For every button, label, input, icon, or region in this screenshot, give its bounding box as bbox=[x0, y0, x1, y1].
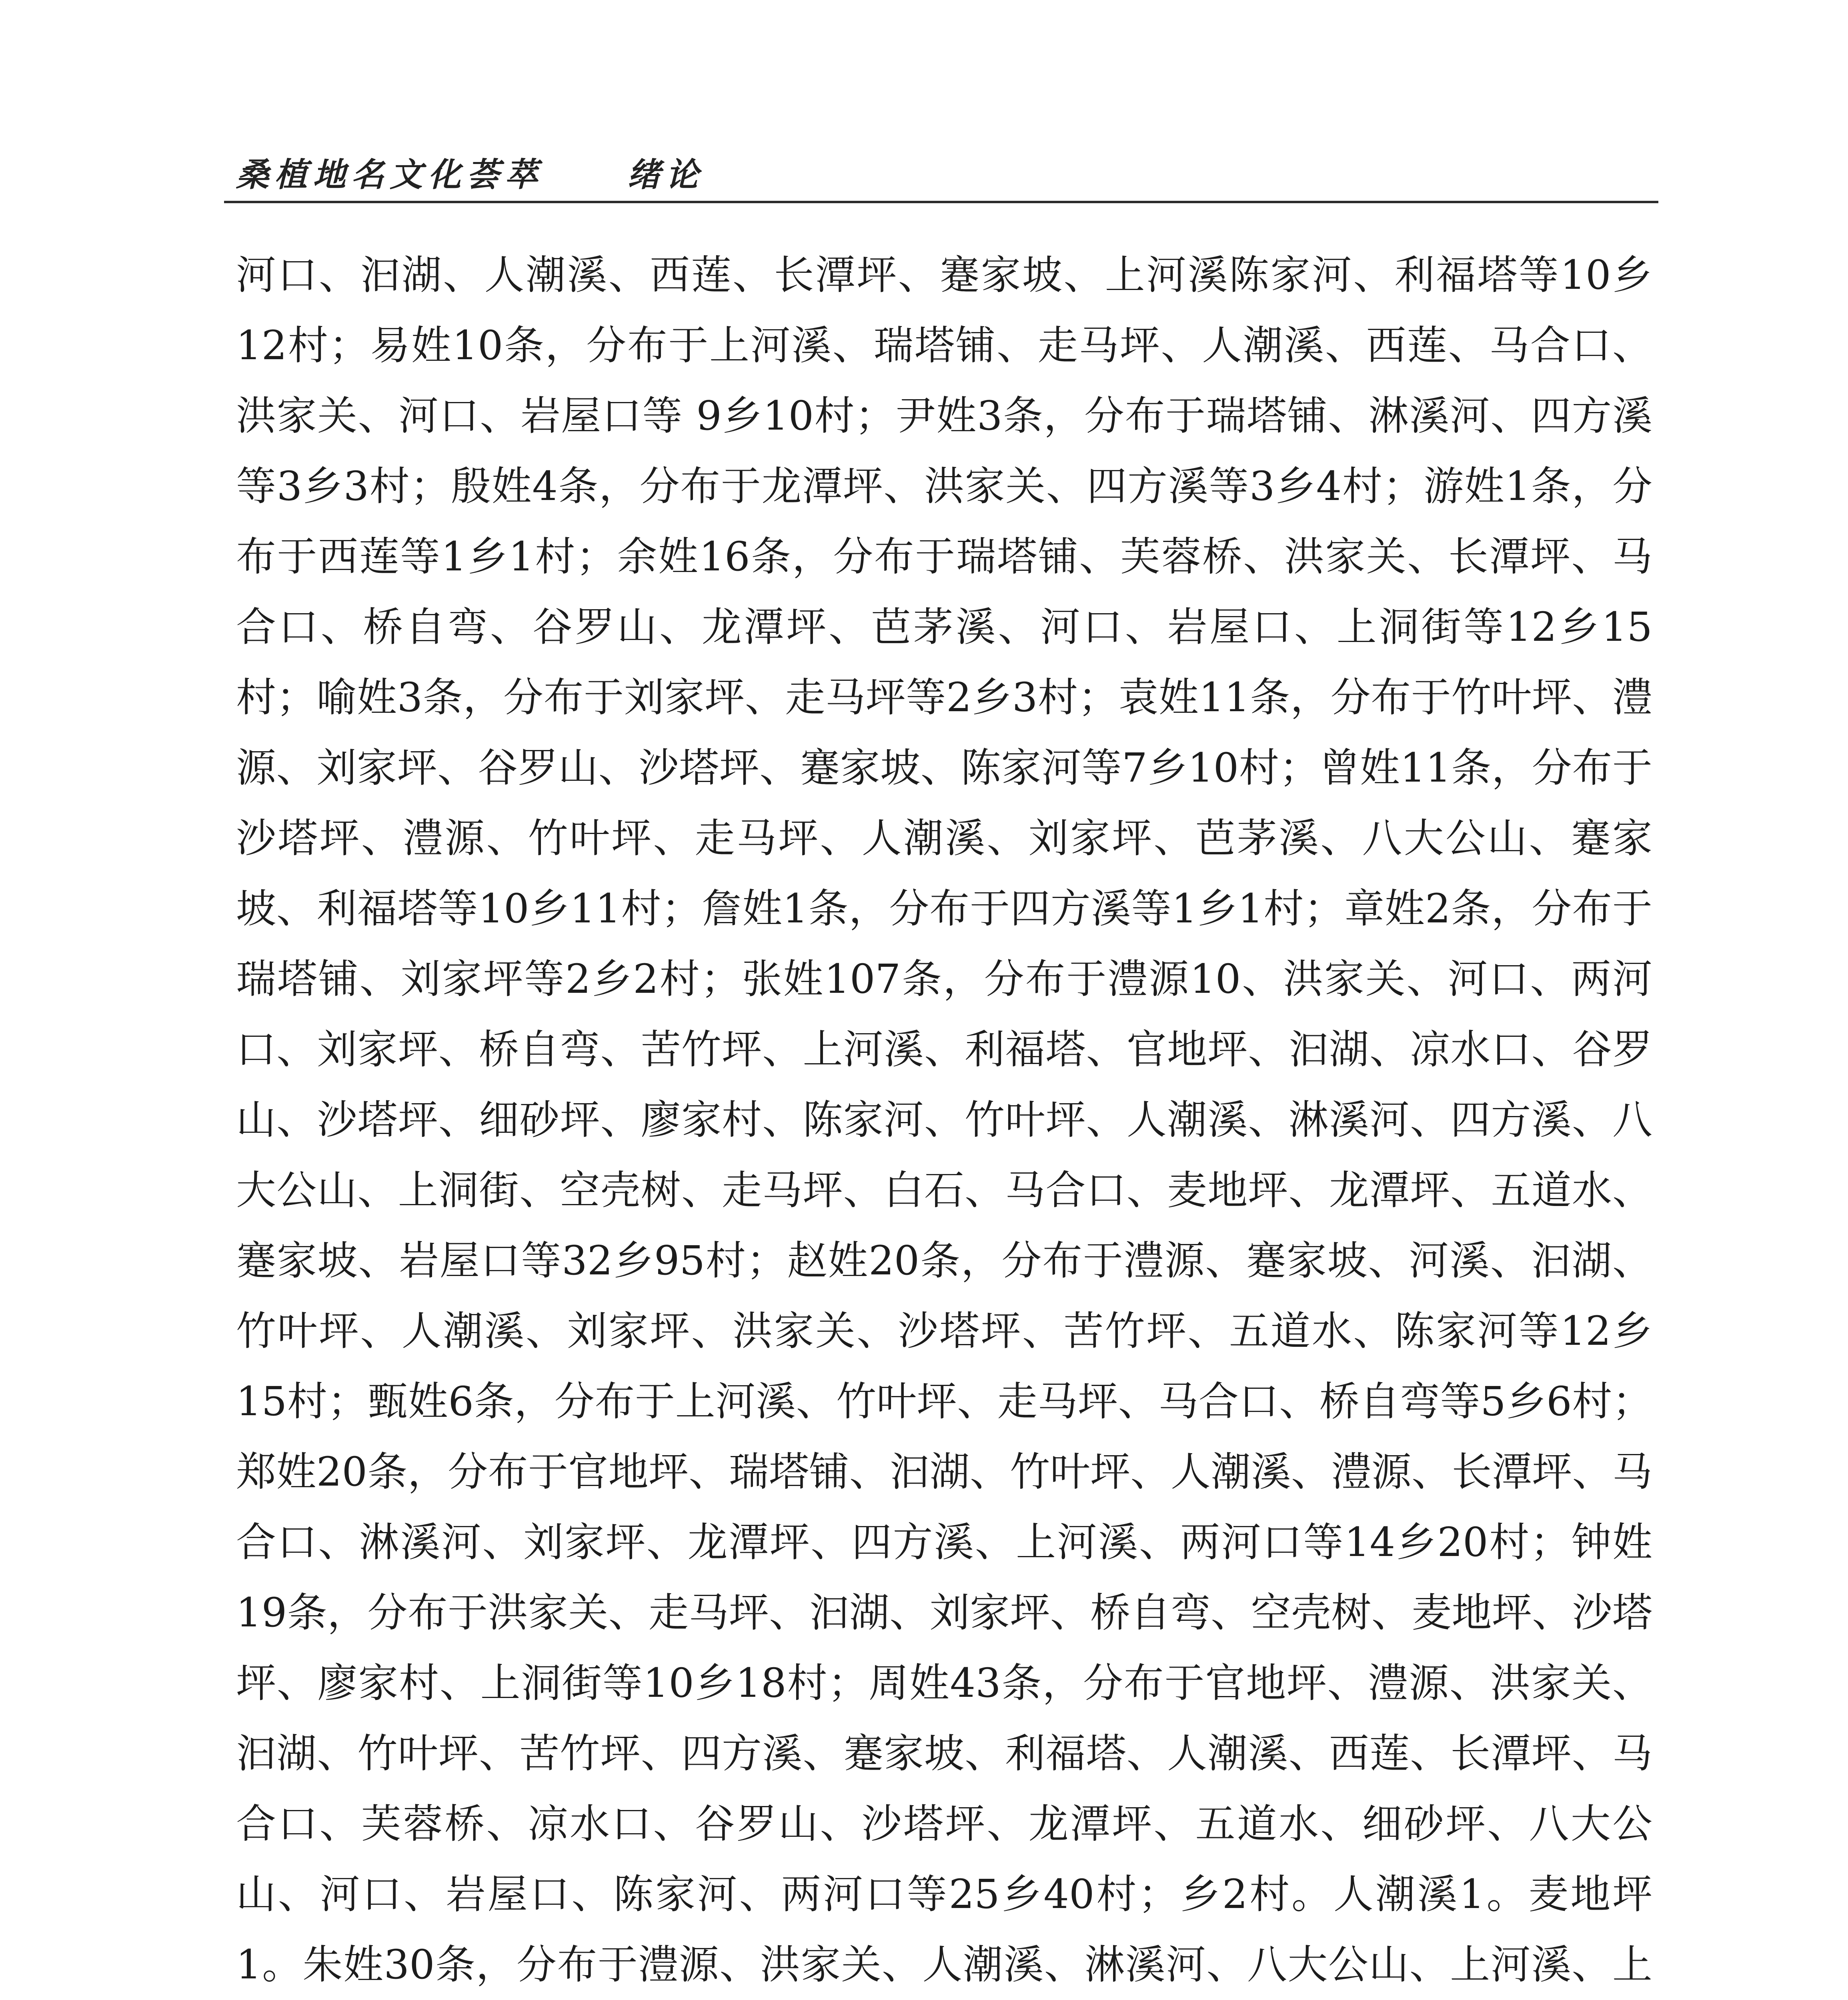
header-divider bbox=[224, 201, 1658, 203]
chapter-title: 绪论 bbox=[627, 155, 704, 194]
running-header bbox=[236, 148, 704, 196]
book-title: 桑植地名文化荟萃 bbox=[236, 155, 543, 194]
body-text bbox=[236, 240, 1652, 2000]
surname-distribution-paragraph: 河口、汩湖、人潮溪、西莲、长潭坪、蹇家坡、上河溪陈家河、利福塔等10乡12村；易姓10条，分布于上河溪、瑞塔铺、走马坪、人潮溪、西莲、马合口、洪家关、河口、岩屋口等 9乡10村；尹姓3条，分布于瑞塔铺、淋溪河、四方溪等3乡3村；殷姓4条，分布于龙潭坪、洪家关、四方溪等3乡4村；游姓1条，分布于西莲等1乡1村；余姓16条，分布于瑞塔铺、芙蓉桥、洪家关、长潭坪、马合口、桥自弯、谷罗山、龙潭坪、芭茅溪、河口、岩屋口、上洞街等12乡15村；喻姓3条，分布于刘家坪、走马坪等2乡3村；袁姓11条，分布于竹叶坪、澧源、刘家坪、谷罗山、沙塔坪、蹇家坡、陈家河等7乡10村；曾姓11条，分布于沙塔坪、澧源、竹叶坪、走马坪、人潮溪、刘家坪、芭茅溪、八大公山、蹇家坡、利福塔等10乡11村；詹姓1条，分布于四方溪等1乡1村；章姓2条，分布于瑞塔铺、刘家坪等2乡2村；张姓107条，分布于澧源10、洪家关、河口、两河口、刘家坪、桥自弯、苦竹坪、上河溪、利福塔、官地坪、汩湖、凉水口、谷罗山、沙塔坪、细砂坪、廖家村、陈家河、竹叶坪、人潮溪、淋溪河、四方溪、八大公山、上洞街、空壳树、走马坪、白石、马合口、麦地坪、龙潭坪、五道水、蹇家坡、岩屋口等32乡95村；赵姓20条，分布于澧源、蹇家坡、河溪、汩湖、竹叶坪、人潮溪、刘家坪、洪家关、沙塔坪、苦竹坪、五道水、陈家河等12乡15村；甄姓6条，分布于上河溪、竹叶坪、走马坪、马合口、桥自弯等5乡6村；郑姓20条，分布于官地坪、瑞塔铺、汩湖、竹叶坪、人潮溪、澧源、长潭坪、马合口、淋溪河、刘家坪、龙潭坪、四方溪、上河溪、两河口等14乡20村；钟姓19条，分布于洪家关、走马坪、汩湖、刘家坪、桥自弯、空壳树、麦地坪、沙塔坪、廖家村、上洞街等10乡18村；周姓43条，分布于官地坪、澧源、洪家关、汩湖、竹叶坪、苦竹坪、四方溪、蹇家坡、利福塔、人潮溪、西莲、长潭坪、马合口、芙蓉桥、凉水口、谷罗山、沙塔坪、龙潭坪、五道水、细砂坪、八大公山、河口、岩屋口、陈家河、两河口等25乡40村；乡2村。人潮溪1。麦地坪1。朱姓30条，分布于澧源、洪家关、人潮溪、淋溪河、八大公山、上河溪、上 bbox=[236, 252, 1652, 1988]
